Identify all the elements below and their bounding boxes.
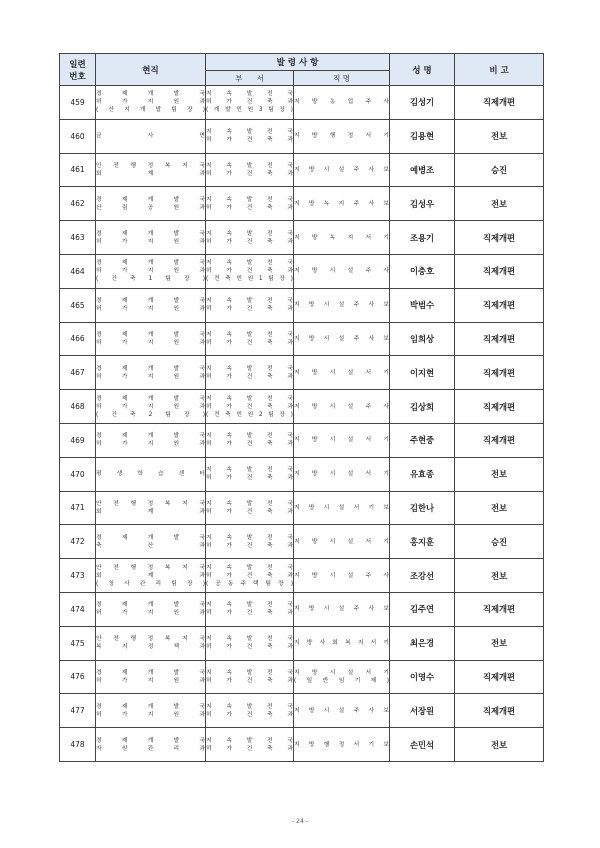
cell-line: 지 방 시 설 서 기 (294, 538, 389, 545)
cell-line: ( 일 반 임 기 제 ) (294, 677, 390, 684)
cell-line: 허 가 지 원 과 (96, 711, 205, 718)
job-title (294, 626, 390, 660)
job-title (294, 119, 390, 153)
table-row (60, 356, 544, 390)
cell-line: 허 가 지 원 과 (96, 403, 205, 410)
person-name: 조용기 (390, 221, 455, 255)
header-note: 비 고 (455, 54, 544, 86)
current-position (96, 694, 206, 728)
current-position (96, 356, 206, 390)
cell-line: 지 속 발 전 국 (206, 298, 293, 305)
cell-line: 지 속 발 전 국 (206, 433, 293, 440)
cell-line: 지 속 발 전 국 (206, 365, 293, 372)
cell-line: 경 제 개 발 국 (96, 260, 205, 267)
job-title (294, 423, 390, 457)
remark: 전보 (455, 457, 544, 491)
job-title (294, 153, 390, 187)
cell-line: 경 제 개 발 국 (96, 534, 205, 541)
cell-line: 회 계 과 (96, 572, 205, 579)
page-number: - 24 - (292, 818, 308, 825)
row-number: 467 (60, 356, 96, 390)
cell-line: 지 방 시 설 주 사 보 (294, 335, 389, 342)
table-row (60, 254, 544, 288)
row-number: 471 (60, 491, 96, 525)
cell-line: 평 생 학 습 센 터 (96, 471, 205, 478)
cell-line: 지 속 발 전 국 (206, 669, 293, 676)
remark: 직제개편 (455, 221, 544, 255)
cell-line: 허 가 건 축 과 (206, 373, 293, 380)
cell-line: 허 가 건 축 과 (206, 170, 293, 177)
job-title (294, 559, 390, 593)
header-name: 성 명 (390, 54, 455, 86)
row-number: 472 (60, 525, 96, 559)
row-number: 477 (60, 694, 96, 728)
personnel-table (59, 53, 544, 762)
person-name: 김주연 (390, 592, 455, 626)
cell-line: 지 속 발 전 국 (206, 91, 293, 98)
remark: 직제개편 (455, 86, 544, 120)
current-position (96, 153, 206, 187)
new-department (206, 559, 294, 593)
cell-line: ( 개 발 민 원 3 팀 장 ) (206, 107, 293, 114)
cell-line: 경 제 개 발 국 (96, 365, 205, 372)
cell-line: 지 속 발 전 국 (206, 260, 293, 267)
job-title (294, 322, 390, 356)
new-department (206, 288, 294, 322)
current-position (96, 525, 206, 559)
new-department (206, 322, 294, 356)
current-position (96, 119, 206, 153)
cell-line: 허 가 지 원 과 (96, 306, 205, 313)
new-department (206, 457, 294, 491)
cell-line: 경 제 개 발 국 (96, 331, 205, 338)
table-row (60, 457, 544, 491)
person-name: 김용현 (390, 119, 455, 153)
cell-line: 허 가 건 축 과 (206, 99, 293, 106)
cell-line: 지 속 발 전 국 (206, 500, 293, 507)
cell-line: 안 전 행 정 복 지 국 (96, 564, 205, 571)
cell-line: 지 방 사 회 복 지 서 기 (294, 640, 389, 647)
cell-line: 허 가 건 축 과 (206, 403, 293, 410)
cell-line: 지 방 시 설 주 사 (294, 572, 389, 579)
cell-line: 지 방 시 설 서 기 (294, 471, 389, 478)
person-name: 홍지훈 (390, 525, 455, 559)
row-number: 475 (60, 626, 96, 660)
cell-line: 지 방 시 설 주 사 보 (294, 166, 389, 173)
person-name: 김성기 (390, 86, 455, 120)
cell-line: 허 가 건 축 과 (206, 542, 293, 549)
cell-line: 경 제 개 발 국 (96, 433, 205, 440)
new-department (206, 356, 294, 390)
cell-line: 허 가 건 축 과 (206, 572, 293, 579)
cell-line: 지 방 녹 지 주 사 보 (294, 200, 389, 207)
remark: 전보 (455, 559, 544, 593)
remark: 직제개편 (455, 660, 544, 694)
person-name: 최은경 (390, 626, 455, 660)
cell-line: 허 가 건 축 과 (206, 137, 293, 144)
cell-line: 허 가 지 원 과 (96, 441, 205, 448)
cell-line: 허 가 지 원 과 (96, 610, 205, 617)
row-number: 469 (60, 423, 96, 457)
table-row (60, 187, 544, 221)
table-row (60, 559, 544, 593)
cell-line: 지 속 발 전 국 (206, 534, 293, 541)
current-position (96, 187, 206, 221)
cell-line: 지 속 발 전 국 (206, 162, 293, 169)
cell-line: 허 가 지 원 과 (96, 339, 205, 346)
new-department (206, 390, 294, 424)
cell-line: 허 가 건 축 과 (206, 339, 293, 346)
cell-line: 지 속 발 전 국 (206, 467, 293, 474)
cell-line: 경 제 개 발 국 (96, 395, 205, 402)
job-title (294, 187, 390, 221)
cell-line: 지 방 시 설 서 기 (294, 669, 389, 676)
person-name: 예병조 (390, 153, 455, 187)
current-position (96, 626, 206, 660)
person-name: 이충호 (390, 254, 455, 288)
cell-line: 경 제 개 발 국 (96, 737, 205, 744)
current-position (96, 457, 206, 491)
current-position (96, 254, 206, 288)
current-position (96, 423, 206, 457)
cell-line: 지 속 발 전 국 (206, 602, 293, 609)
row-number: 465 (60, 288, 96, 322)
new-department (206, 694, 294, 728)
job-title (294, 525, 390, 559)
cell-line: ( 건 축 민 원 2 팀 장 ) (206, 411, 293, 418)
remark: 전보 (455, 119, 544, 153)
cell-line: 허 가 지 원 과 (96, 238, 205, 245)
cell-line: 안 전 행 정 복 지 국 (96, 500, 205, 507)
cell-line: 경 제 개 발 국 (96, 602, 205, 609)
cell-line: 경 제 개 발 국 (96, 91, 205, 98)
remark: 직제개편 (455, 423, 544, 457)
table-body (60, 86, 544, 762)
remark: 직제개편 (455, 592, 544, 626)
table-row (60, 694, 544, 728)
cell-line: 허 가 지 원 과 (96, 99, 205, 106)
cell-line: ( 청 사 관 리 팀 장 ) (96, 580, 205, 587)
current-position (96, 390, 206, 424)
person-name: 김상희 (390, 390, 455, 424)
table-row (60, 592, 544, 626)
current-position (96, 86, 206, 120)
cell-line: 허 가 건 축 과 (206, 711, 293, 718)
job-title (294, 592, 390, 626)
cell-line: 허 가 지 원 과 (96, 677, 205, 684)
new-department (206, 525, 294, 559)
cell-line: 지 방 행 정 서 기 (294, 133, 389, 140)
job-title (294, 390, 390, 424)
current-position (96, 491, 206, 525)
table-row (60, 491, 544, 525)
person-name: 손민석 (390, 728, 455, 762)
cell-line: 회 계 과 (96, 170, 205, 177)
cell-line: 경 제 개 발 국 (96, 196, 205, 203)
person-name: 임희상 (390, 322, 455, 356)
cell-line: ( 건 축 1 팀 장 ) (96, 276, 205, 283)
cell-line: 지 방 시 설 서 기 (294, 369, 389, 376)
cell-line: 지 속 발 전 국 (206, 395, 293, 402)
table-row (60, 390, 544, 424)
cell-line: ( 공 동 주 택 팀 장 ) (206, 580, 293, 587)
cell-line: 산 림 공 원 과 (96, 204, 205, 211)
new-department (206, 626, 294, 660)
current-position (96, 559, 206, 593)
remark: 전보 (455, 491, 544, 525)
person-name: 유효종 (390, 457, 455, 491)
cell-line: ( 건 축 민 원 1 팀 장 ) (206, 276, 293, 283)
job-title (294, 694, 390, 728)
cell-line: 지 방 녹 지 서 기 (294, 234, 389, 241)
cell-line: 회 계 과 (96, 508, 205, 515)
remark: 전보 (455, 728, 544, 762)
remark: 승진 (455, 153, 544, 187)
person-name: 조강선 (390, 559, 455, 593)
table-row (60, 322, 544, 356)
remark: 전보 (455, 626, 544, 660)
job-title (294, 221, 390, 255)
cell-line: 지 속 발 전 국 (206, 196, 293, 203)
table-row (60, 288, 544, 322)
cell-line: 지 방 시 설 주 사 (294, 403, 389, 410)
table-row (60, 660, 544, 694)
header-order: 발 령 사 항 (206, 54, 390, 71)
current-position (96, 728, 206, 762)
cell-line: 경 제 개 발 국 (96, 703, 205, 710)
row-number: 464 (60, 254, 96, 288)
row-number: 463 (60, 221, 96, 255)
person-name: 서장원 (390, 694, 455, 728)
row-number: 466 (60, 322, 96, 356)
table-row (60, 728, 544, 762)
new-department (206, 187, 294, 221)
cell-line: 허 가 건 축 과 (206, 204, 293, 211)
row-number: 478 (60, 728, 96, 762)
cell-line: 금 사 면 (96, 133, 205, 140)
person-name: 이영수 (390, 660, 455, 694)
row-number: 459 (60, 86, 96, 120)
person-name: 주현중 (390, 423, 455, 457)
cell-line: ( 산 지 개 발 팀 장 ) (96, 107, 205, 114)
cell-line: 경 제 개 발 국 (96, 298, 205, 305)
table-row (60, 221, 544, 255)
new-department (206, 86, 294, 120)
new-department (206, 592, 294, 626)
new-department (206, 153, 294, 187)
remark: 직제개편 (455, 390, 544, 424)
table-row (60, 153, 544, 187)
cell-line: 허 가 건 축 과 (206, 306, 293, 313)
remark: 전보 (455, 187, 544, 221)
cell-line: 경 제 개 발 국 (96, 669, 205, 676)
current-position (96, 322, 206, 356)
cell-line: 허 가 지 원 과 (96, 268, 205, 275)
cell-line: 지 속 발 전 국 (206, 129, 293, 136)
new-department (206, 254, 294, 288)
table-row (60, 423, 544, 457)
row-number: 460 (60, 119, 96, 153)
job-title (294, 728, 390, 762)
header-grade: 직 명 (294, 71, 390, 86)
cell-line: 지 방 농 업 주 사 (294, 99, 389, 106)
header-current: 현직 (96, 54, 206, 86)
person-name: 이지현 (390, 356, 455, 390)
cell-line: 축 산 과 (96, 542, 205, 549)
cell-line: 허 가 건 축 과 (206, 268, 293, 275)
remark: 직제개편 (455, 356, 544, 390)
cell-line: 경 제 개 발 국 (96, 230, 205, 237)
new-department (206, 119, 294, 153)
cell-line: 지 속 발 전 국 (206, 703, 293, 710)
cell-line: ( 건 축 2 팀 장 ) (96, 411, 205, 418)
cell-line: 지 방 시 설 주 사 보 (294, 606, 389, 613)
person-name: 김성우 (390, 187, 455, 221)
current-position (96, 660, 206, 694)
cell-line: 안 전 행 정 복 지 국 (96, 162, 205, 169)
current-position (96, 592, 206, 626)
table-row (60, 626, 544, 660)
new-department (206, 423, 294, 457)
row-number: 474 (60, 592, 96, 626)
remark: 직제개편 (455, 254, 544, 288)
cell-line: 허 가 건 축 과 (206, 475, 293, 482)
new-department (206, 491, 294, 525)
cell-line: 허 가 건 축 과 (206, 441, 293, 448)
remark: 직제개편 (455, 322, 544, 356)
row-number: 476 (60, 660, 96, 694)
new-department (206, 221, 294, 255)
row-number: 462 (60, 187, 96, 221)
cell-line: 지 방 시 설 주 사 (294, 268, 389, 275)
cell-line: 안 전 행 정 복 지 국 (96, 636, 205, 643)
job-title (294, 86, 390, 120)
row-number: 473 (60, 559, 96, 593)
cell-line: 지 속 발 전 국 (206, 230, 293, 237)
row-number: 470 (60, 457, 96, 491)
person-name: 김한나 (390, 491, 455, 525)
header-dept: 부 서 (206, 71, 294, 86)
cell-line: 허 가 건 축 과 (206, 745, 293, 752)
cell-line: 허 가 건 축 과 (206, 677, 293, 684)
header-seq: 일련 번호 (60, 54, 96, 86)
cell-line: 허 가 건 축 과 (206, 610, 293, 617)
job-title (294, 288, 390, 322)
table-row (60, 86, 544, 120)
job-title (294, 356, 390, 390)
job-title (294, 660, 390, 694)
new-department (206, 660, 294, 694)
cell-line: 자 원 관 리 과 (96, 745, 205, 752)
table-row (60, 525, 544, 559)
cell-line: 허 가 건 축 과 (206, 644, 293, 651)
cell-line: 지 속 발 전 국 (206, 737, 293, 744)
job-title (294, 491, 390, 525)
table-row (60, 119, 544, 153)
new-department (206, 728, 294, 762)
cell-line: 지 속 발 전 국 (206, 636, 293, 643)
cell-line: 지 속 발 전 국 (206, 331, 293, 338)
cell-line: 지 방 시 설 서 기 보 (294, 504, 389, 511)
cell-line: 지 방 행 정 서 기 보 (294, 741, 389, 748)
cell-line: 허 가 건 축 과 (206, 508, 293, 515)
cell-line: 지 속 발 전 국 (206, 564, 293, 571)
current-position (96, 221, 206, 255)
row-number: 468 (60, 390, 96, 424)
cell-line: 지 방 시 설 주 사 보 (294, 707, 389, 714)
remark: 승진 (455, 525, 544, 559)
remark: 직제개편 (455, 694, 544, 728)
cell-line: 복 지 정 책 과 (96, 644, 205, 651)
cell-line: 지 방 시 설 서 기 (294, 437, 389, 444)
remark: 직제개편 (455, 288, 544, 322)
row-number: 461 (60, 153, 96, 187)
cell-line: 허 가 건 축 과 (206, 238, 293, 245)
current-position (96, 288, 206, 322)
cell-line: 지 방 시 설 주 사 보 (294, 302, 389, 309)
job-title (294, 457, 390, 491)
cell-line: 허 가 지 원 과 (96, 373, 205, 380)
person-name: 박범수 (390, 288, 455, 322)
job-title (294, 254, 390, 288)
